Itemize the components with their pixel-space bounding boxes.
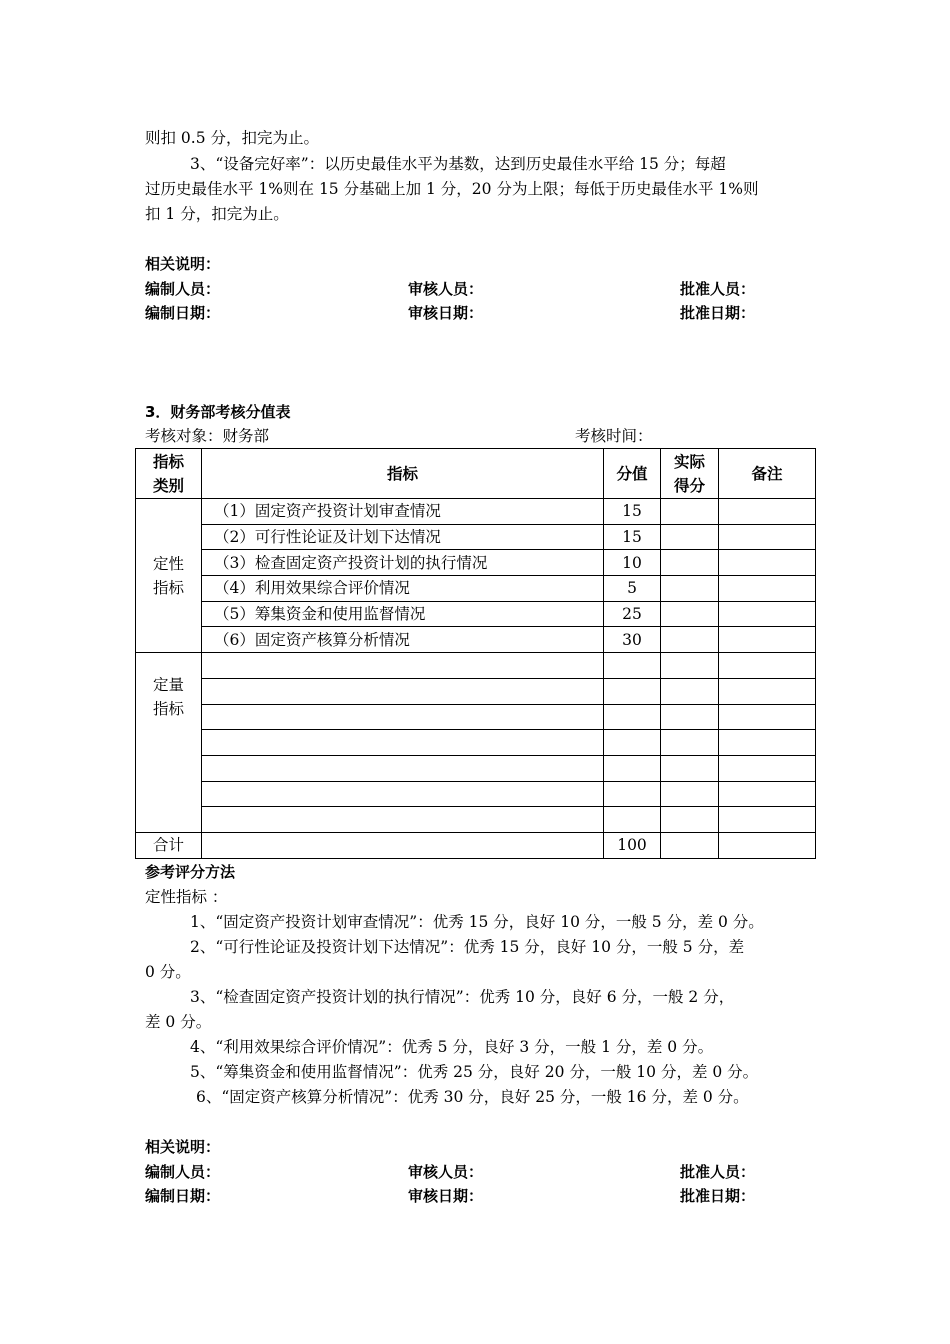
paragraph-line: 3、“设备完好率”：以历史最佳水平为基数，达到历史最佳水平给 15 分；每超	[190, 155, 726, 173]
method-item-continuation: 0 分。	[145, 963, 191, 981]
approved-by-label: 批准人员：	[680, 1163, 756, 1181]
table-row	[136, 704, 816, 730]
paragraph-line: 扣 1 分，扣完为止。	[145, 205, 289, 223]
table-row	[136, 807, 816, 833]
table-row	[136, 781, 816, 807]
score-cell: 10	[604, 550, 661, 576]
score-cell: 15	[604, 499, 661, 525]
reviewed-date-label: 审核日期：	[408, 1187, 484, 1205]
signoff-people-row	[145, 278, 785, 300]
remarks-cell[interactable]	[719, 653, 816, 679]
paragraph-line: 过历史最佳水平 1%则在 15 分基础上加 1 分，20 分为上限；每低于历史最佳水平 1%则	[145, 180, 759, 198]
table-row	[136, 524, 816, 550]
method-subtitle: 定性指标 ：	[145, 888, 228, 906]
indicator-cell: （1）固定资产投资计划审查情况	[202, 499, 604, 525]
indicator-cell	[202, 832, 604, 858]
score-cell: 25	[604, 601, 661, 627]
prepared-by-label: 编制人员：	[145, 280, 221, 298]
remarks-cell[interactable]	[719, 499, 816, 525]
remarks-cell[interactable]	[719, 807, 816, 833]
method-item: 5、“筹集资金和使用监督情况”：优秀 25 分，良好 20 分，一般 10 分，差 0 分。	[190, 1063, 759, 1081]
related-notes-label: 相关说明：	[145, 1138, 221, 1156]
indicator-cell[interactable]	[202, 755, 604, 781]
prepared-date-label: 编制日期：	[145, 304, 221, 322]
actual-score-cell[interactable]	[661, 499, 719, 525]
actual-score-cell[interactable]	[661, 704, 719, 730]
assessment-target: 考核对象：财务部	[145, 427, 270, 445]
table-row	[136, 601, 816, 627]
indicator-cell[interactable]	[202, 730, 604, 756]
actual-score-cell[interactable]	[661, 550, 719, 576]
actual-score-cell[interactable]	[661, 807, 719, 833]
total-row	[136, 832, 816, 858]
indicator-cell[interactable]	[202, 704, 604, 730]
remarks-cell[interactable]	[719, 601, 816, 627]
actual-score-cell[interactable]	[661, 755, 719, 781]
remarks-cell[interactable]	[719, 832, 816, 858]
assessment-time: 考核时间：	[575, 427, 653, 445]
method-item: 1、“固定资产投资计划审查情况”：优秀 15 分，良好 10 分，一般 5 分，差 0 分。	[190, 913, 764, 931]
remarks-cell[interactable]	[719, 550, 816, 576]
score-cell: 15	[604, 524, 661, 550]
actual-score-cell[interactable]	[661, 576, 719, 602]
header-actual-score: 实际 得分	[661, 449, 719, 499]
method-item: 3、“检查固定资产投资计划的执行情况”：优秀 10 分，良好 6 分，一般 2 分，	[190, 988, 735, 1006]
table-row	[136, 499, 816, 525]
actual-score-cell[interactable]	[661, 601, 719, 627]
signoff-people-row	[145, 1161, 785, 1183]
actual-score-cell[interactable]	[661, 524, 719, 550]
remarks-cell[interactable]	[719, 627, 816, 653]
prepared-date-label: 编制日期：	[145, 1187, 221, 1205]
method-item: 2、“可行性论证及投资计划下达情况”：优秀 15 分，良好 10 分，一般 5 分，差	[190, 938, 745, 956]
paragraph-line: 则扣 0.5 分，扣完为止。	[145, 129, 320, 147]
score-cell: 30	[604, 627, 661, 653]
table-row	[136, 576, 816, 602]
remarks-cell[interactable]	[719, 678, 816, 704]
actual-score-cell[interactable]	[661, 678, 719, 704]
reviewed-by-label: 审核人员：	[408, 280, 484, 298]
score-cell: 5	[604, 576, 661, 602]
indicator-cell[interactable]	[202, 807, 604, 833]
method-item: 6、“固定资产核算分析情况”：优秀 30 分，良好 25 分，一般 16 分，差 0 分。	[196, 1088, 749, 1106]
reviewed-by-label: 审核人员：	[408, 1163, 484, 1181]
indicator-cell: （3）检查固定资产投资计划的执行情况	[202, 550, 604, 576]
header-indicator: 指标	[202, 449, 604, 499]
table-row	[136, 678, 816, 704]
indicator-cell[interactable]	[202, 653, 604, 679]
table-row	[136, 653, 816, 679]
qualitative-category-cell: 定性 指标	[136, 499, 202, 653]
actual-score-cell[interactable]	[661, 730, 719, 756]
table-header-row	[136, 449, 816, 499]
remarks-cell[interactable]	[719, 704, 816, 730]
header-score: 分值	[604, 449, 661, 499]
signoff-dates-row	[145, 302, 785, 324]
quantitative-category-cell: 定量 指标	[136, 653, 202, 833]
approved-date-label: 批准日期：	[680, 1187, 756, 1205]
score-cell[interactable]	[604, 653, 661, 679]
reviewed-date-label: 审核日期：	[408, 304, 484, 322]
remarks-cell[interactable]	[719, 730, 816, 756]
score-cell[interactable]	[604, 730, 661, 756]
indicator-cell[interactable]	[202, 781, 604, 807]
section-title: 3．财务部考核分值表	[145, 403, 291, 421]
prepared-by-label: 编制人员：	[145, 1163, 221, 1181]
actual-score-cell[interactable]	[661, 627, 719, 653]
score-cell[interactable]	[604, 781, 661, 807]
score-cell[interactable]	[604, 755, 661, 781]
remarks-cell[interactable]	[719, 524, 816, 550]
method-item-continuation: 差 0 分。	[145, 1013, 212, 1031]
approved-date-label: 批准日期：	[680, 304, 756, 322]
actual-score-cell[interactable]	[661, 781, 719, 807]
table-row	[136, 730, 816, 756]
table-row	[136, 550, 816, 576]
indicator-cell[interactable]	[202, 678, 604, 704]
method-title: 参考评分方法	[145, 863, 236, 881]
table-row	[136, 627, 816, 653]
indicator-cell: （4）利用效果综合评价情况	[202, 576, 604, 602]
total-score: 100	[604, 832, 661, 858]
score-cell[interactable]	[604, 807, 661, 833]
approved-by-label: 批准人员：	[680, 280, 756, 298]
signoff-dates-row	[145, 1185, 785, 1207]
remarks-cell[interactable]	[719, 755, 816, 781]
total-label: 合计	[136, 832, 202, 858]
score-cell[interactable]	[604, 678, 661, 704]
indicator-cell: （5）筹集资金和使用监督情况	[202, 601, 604, 627]
score-table	[135, 448, 816, 859]
indicator-cell: （6）固定资产核算分析情况	[202, 627, 604, 653]
score-cell[interactable]	[604, 704, 661, 730]
actual-score-cell[interactable]	[661, 653, 719, 679]
header-remarks: 备注	[719, 449, 816, 499]
method-item: 4、“利用效果综合评价情况”：优秀 5 分，良好 3 分，一般 1 分，差 0 分。	[190, 1038, 714, 1056]
actual-score-cell[interactable]	[661, 832, 719, 858]
remarks-cell[interactable]	[719, 576, 816, 602]
remarks-cell[interactable]	[719, 781, 816, 807]
related-notes-label: 相关说明：	[145, 255, 221, 273]
table-row	[136, 755, 816, 781]
indicator-cell: （2）可行性论证及计划下达情况	[202, 524, 604, 550]
header-category: 指标 类别	[136, 449, 202, 499]
